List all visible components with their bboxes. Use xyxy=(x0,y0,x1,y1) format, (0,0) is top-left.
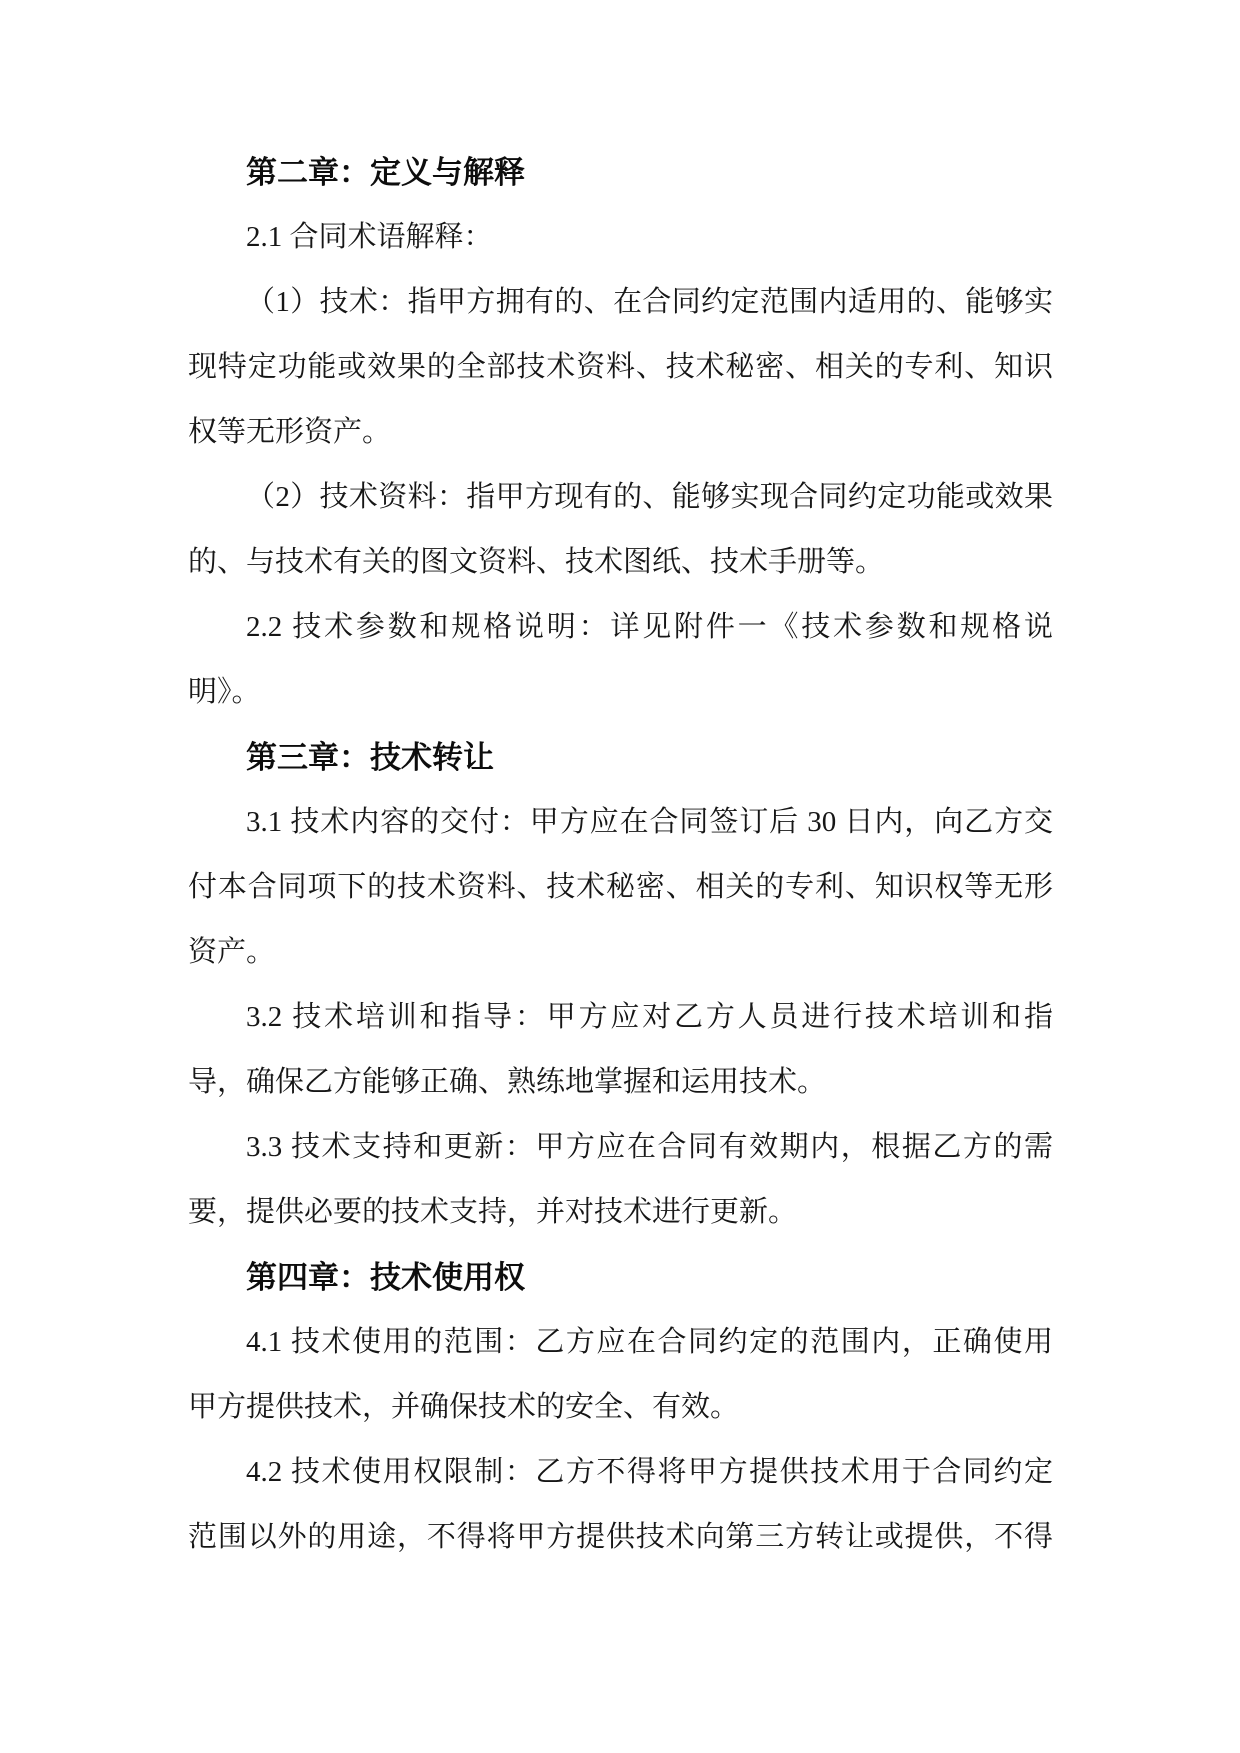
text-line: 明》。 xyxy=(188,676,261,708)
section-heading-chapter2: 第二章：定义与解释 xyxy=(246,155,525,190)
text-line: 2.1 合同术语解释： xyxy=(246,221,493,253)
section-heading-chapter3: 第三章：技术转让 xyxy=(246,740,494,775)
text-line: 2.2 技术参数和规格说明：详见附件一《技术参数和规格说 xyxy=(246,611,1053,643)
text-line: 甲方提供技术，并确保技术的安全、有效。 xyxy=(188,1391,740,1423)
text-line: 资产。 xyxy=(188,936,276,968)
text-line: 权等无形资产。 xyxy=(188,416,392,448)
text-line: （1）技术：指甲方拥有的、在合同约定范围内适用的、能够实 xyxy=(246,286,1053,318)
text-line: 要，提供必要的技术支持，并对技术进行更新。 xyxy=(188,1196,798,1228)
text-line: 3.3 技术支持和更新：甲方应在合同有效期内，根据乙方的需 xyxy=(246,1131,1053,1163)
text-line: 现特定功能或效果的全部技术资料、技术秘密、相关的专利、知识 xyxy=(188,351,1053,383)
text-line: （2）技术资料：指甲方现有的、能够实现合同约定功能或效果 xyxy=(246,481,1053,513)
text-line: 范围以外的用途，不得将甲方提供技术向第三方转让或提供，不得 xyxy=(188,1521,1053,1553)
text-line: 4.2 技术使用权限制：乙方不得将甲方提供技术用于合同约定 xyxy=(246,1456,1053,1488)
document-body xyxy=(188,140,1053,1570)
text-line: 4.1 技术使用的范围：乙方应在合同约定的范围内，正确使用 xyxy=(246,1326,1053,1358)
text-line: 3.1 技术内容的交付：甲方应在合同签订后 30 日内，向乙方交 xyxy=(246,806,1053,838)
text-line: 导，确保乙方能够正确、熟练地掌握和运用技术。 xyxy=(188,1066,827,1098)
text-line: 付本合同项下的技术资料、技术秘密、相关的专利、知识权等无形 xyxy=(188,871,1053,903)
text-line: 3.2 技术培训和指导：甲方应对乙方人员进行技术培训和指 xyxy=(246,1001,1053,1033)
section-heading-chapter4: 第四章：技术使用权 xyxy=(246,1260,525,1295)
text-line: 的、与技术有关的图文资料、技术图纸、技术手册等。 xyxy=(188,546,885,578)
